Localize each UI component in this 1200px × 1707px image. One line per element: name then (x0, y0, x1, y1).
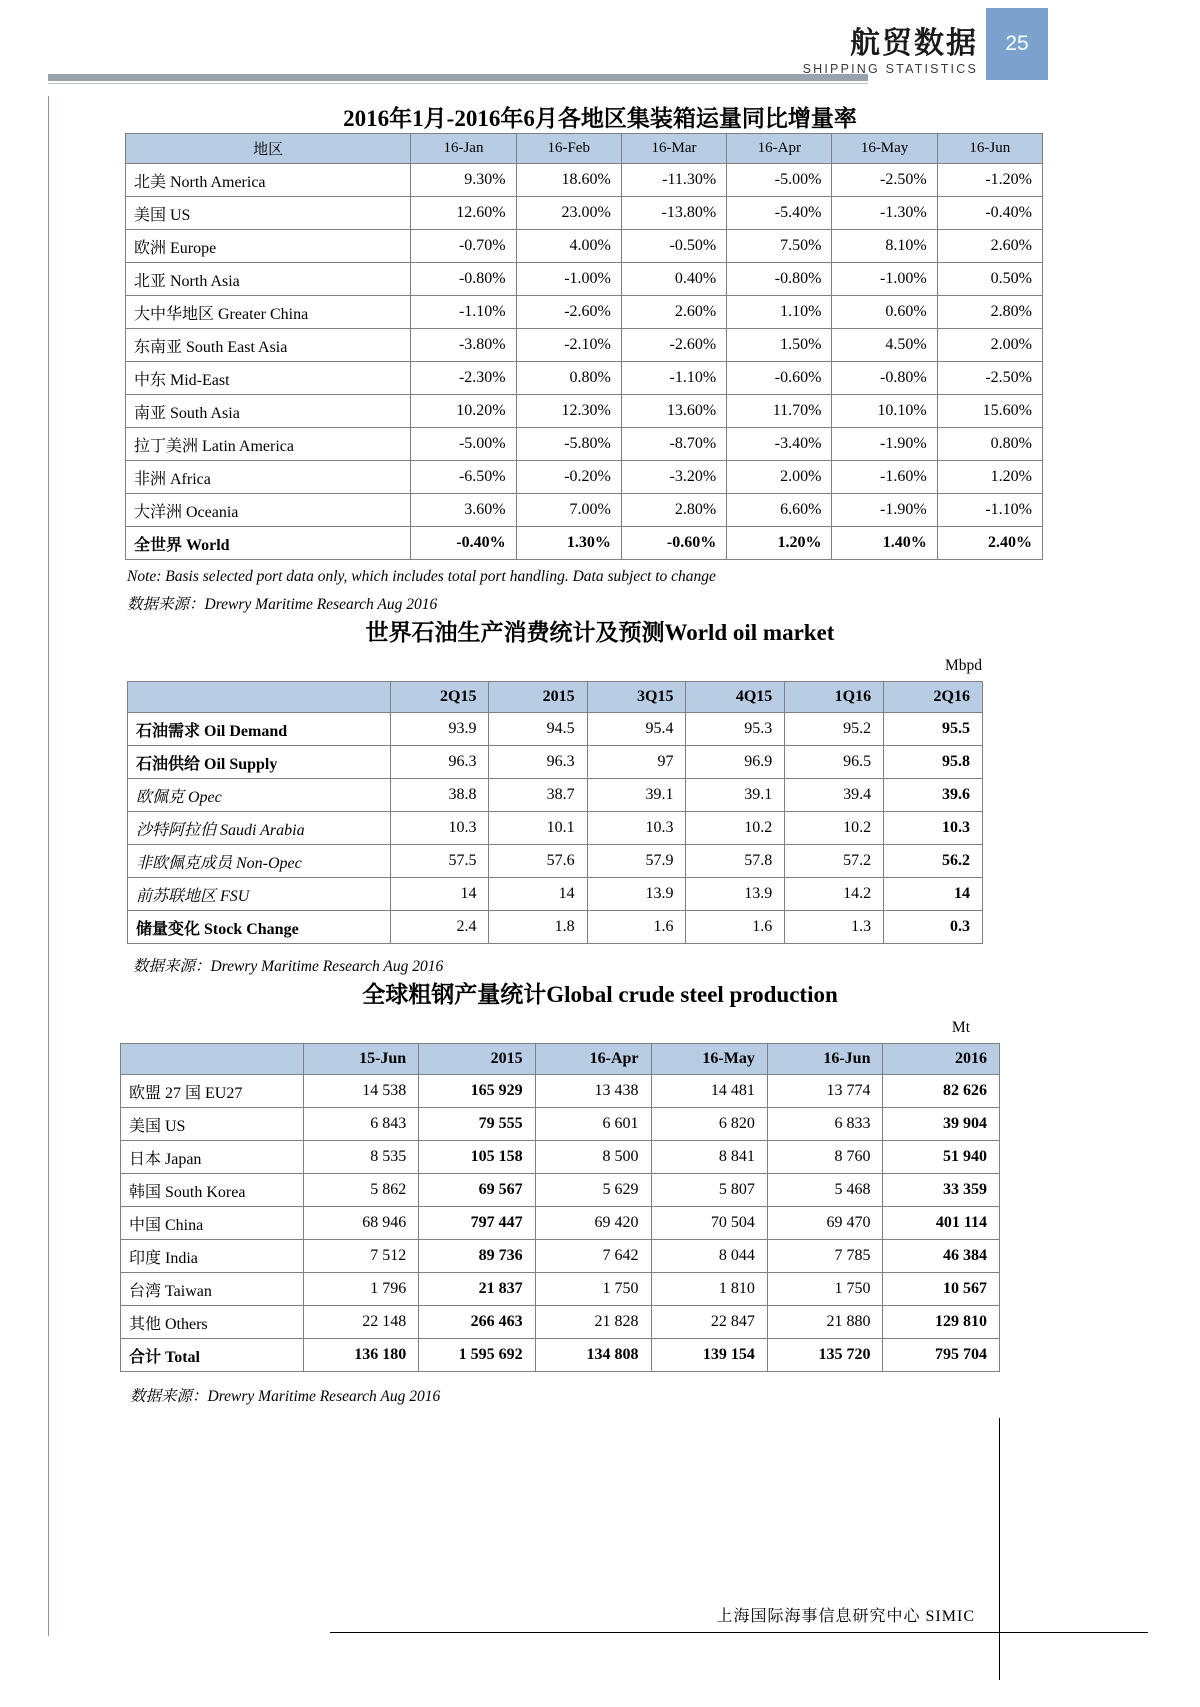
cell-value: 1.6 (686, 911, 785, 944)
col-header-region: 地区 (126, 134, 411, 164)
cell-value: 95.8 (884, 746, 983, 779)
col-header-4q15: 4Q15 (686, 682, 785, 713)
cell-value: 8 044 (651, 1240, 767, 1273)
cell-region: 北美 North America (126, 164, 411, 197)
table-row (128, 812, 983, 845)
cell-value: -1.90% (832, 494, 937, 527)
cell-value: 57.6 (489, 845, 587, 878)
table-row (128, 746, 983, 779)
cell-region: 大中华地区 Greater China (126, 296, 411, 329)
cell-value: 7 785 (767, 1240, 883, 1273)
cell-value: 1.20% (727, 527, 832, 560)
footer-divider (330, 1632, 1148, 1633)
cell-value: -0.60% (621, 527, 726, 560)
table-body (128, 713, 983, 944)
table-row (128, 713, 983, 746)
cell-label: 日本 Japan (121, 1141, 304, 1174)
cell-region: 欧洲 Europe (126, 230, 411, 263)
cell-region: 北亚 North Asia (126, 263, 411, 296)
cell-value: 2.80% (937, 296, 1042, 329)
cell-value: 1.50% (727, 329, 832, 362)
cell-value: 2.40% (937, 527, 1042, 560)
cell-value: -0.50% (621, 230, 726, 263)
cell-value: 10.2 (785, 812, 884, 845)
table-row (128, 878, 983, 911)
section-title-steel: 全球粗钢产量统计Global crude steel production (362, 982, 838, 1007)
table-container-throughput (125, 133, 1043, 560)
cell-value: 0.3 (884, 911, 983, 944)
cell-value: -13.80% (621, 197, 726, 230)
cell-value: 6 843 (303, 1108, 419, 1141)
cell-value: 11.70% (727, 395, 832, 428)
cell-value: -1.10% (621, 362, 726, 395)
cell-value: 1.6 (587, 911, 686, 944)
cell-value: 266 463 (419, 1306, 535, 1339)
cell-value: 10.20% (411, 395, 516, 428)
table-row (126, 362, 1043, 395)
cell-value: 1 810 (651, 1273, 767, 1306)
header-title-cn: 航贸数据 (850, 26, 978, 61)
col-header-16may: 16-May (651, 1044, 767, 1075)
cell-value: -1.10% (937, 494, 1042, 527)
table-note-container: Note: Basis selected port data only, which includes total port handling. Data subject to change (127, 568, 716, 585)
cell-value: 96.9 (686, 746, 785, 779)
cell-region: 非洲 Africa (126, 461, 411, 494)
cell-value: -2.60% (516, 296, 621, 329)
cell-value: 14 (884, 878, 983, 911)
cell-value: 14 481 (651, 1075, 767, 1108)
cell-value: 3.60% (411, 494, 516, 527)
table-source-oil: 数据来源：Drewry Maritime Research Aug 2016 (133, 958, 444, 975)
cell-value: 39.4 (785, 779, 884, 812)
cell-value: -0.80% (411, 263, 516, 296)
cell-value: 129 810 (883, 1306, 1000, 1339)
cell-value: -1.00% (832, 263, 937, 296)
cell-value: 39 904 (883, 1108, 1000, 1141)
cell-value: 10 567 (883, 1273, 1000, 1306)
cell-value: 2.80% (621, 494, 726, 527)
cell-value: 5 862 (303, 1174, 419, 1207)
cell-value: 6 833 (767, 1108, 883, 1141)
cell-value: 134 808 (535, 1339, 651, 1372)
cell-value: 13 438 (535, 1075, 651, 1108)
cell-value: 136 180 (303, 1339, 419, 1372)
cell-value: 8 535 (303, 1141, 419, 1174)
cell-value: 95.2 (785, 713, 884, 746)
cell-label: 印度 India (121, 1240, 304, 1273)
cell-value: 10.3 (587, 812, 686, 845)
table-row (126, 197, 1043, 230)
cell-label: 欧盟 27 国 EU27 (121, 1075, 304, 1108)
cell-value: 9.30% (411, 164, 516, 197)
cell-value: 10.10% (832, 395, 937, 428)
cell-value: 96.3 (390, 746, 489, 779)
cell-region: 南亚 South Asia (126, 395, 411, 428)
cell-value: 2.00% (937, 329, 1042, 362)
cell-value: -2.60% (621, 329, 726, 362)
cell-region: 全世界 World (126, 527, 411, 560)
cell-label: 储量变化 Stock Change (128, 911, 391, 944)
cell-value: 10.3 (884, 812, 983, 845)
cell-label: 台湾 Taiwan (121, 1273, 304, 1306)
table-row (126, 296, 1043, 329)
cell-region: 美国 US (126, 197, 411, 230)
table-oil-wrapper (127, 681, 983, 944)
cell-region: 大洋洲 Oceania (126, 494, 411, 527)
cell-value: 10.2 (686, 812, 785, 845)
cell-value: 38.8 (390, 779, 489, 812)
cell-value: 14 538 (303, 1075, 419, 1108)
table-row (121, 1108, 1000, 1141)
table-header (128, 682, 983, 713)
cell-value: -5.40% (727, 197, 832, 230)
col-header-2016: 2016 (883, 1044, 1000, 1075)
cell-value: 93.9 (390, 713, 489, 746)
cell-label: 沙特阿拉伯 Saudi Arabia (128, 812, 391, 845)
table-row (121, 1141, 1000, 1174)
col-header-3q15: 3Q15 (587, 682, 686, 713)
cell-label: 石油需求 Oil Demand (128, 713, 391, 746)
cell-value: 795 704 (883, 1339, 1000, 1372)
cell-value: -1.00% (516, 263, 621, 296)
cell-value: 39.1 (686, 779, 785, 812)
header-divider-thick (48, 74, 868, 81)
page-footer (0, 1595, 1200, 1655)
cell-value: -1.10% (411, 296, 516, 329)
cell-value: 13.9 (587, 878, 686, 911)
header-title-en: SHIPPING STATISTICS (802, 62, 978, 76)
table-row (126, 494, 1043, 527)
cell-value: -1.30% (832, 197, 937, 230)
table-row (126, 164, 1043, 197)
cell-value: 51 940 (883, 1141, 1000, 1174)
cell-value: 4.00% (516, 230, 621, 263)
cell-value: 13.9 (686, 878, 785, 911)
cell-value: -6.50% (411, 461, 516, 494)
cell-value: 2.4 (390, 911, 489, 944)
cell-value: 79 555 (419, 1108, 535, 1141)
cell-value: 57.5 (390, 845, 489, 878)
table-header-row (121, 1044, 1000, 1075)
col-header-16may: 16-May (832, 134, 937, 164)
cell-value: -2.30% (411, 362, 516, 395)
cell-value: 5 629 (535, 1174, 651, 1207)
table-world-oil-market (127, 681, 983, 944)
cell-value: 8 760 (767, 1141, 883, 1174)
table-row (128, 779, 983, 812)
cell-value: 57.8 (686, 845, 785, 878)
col-header-16jan: 16-Jan (411, 134, 516, 164)
cell-value: 1.3 (785, 911, 884, 944)
cell-value: 10.1 (489, 812, 587, 845)
cell-value: 22 148 (303, 1306, 419, 1339)
table-header-row (126, 134, 1043, 164)
unit-label-oil: Mbpd (944, 657, 982, 674)
cell-value: -2.50% (832, 164, 937, 197)
col-header-2q16: 2Q16 (884, 682, 983, 713)
cell-value: 0.60% (832, 296, 937, 329)
cell-value: -5.00% (411, 428, 516, 461)
cell-value: 57.2 (785, 845, 884, 878)
cell-value: -11.30% (621, 164, 726, 197)
cell-value: 12.60% (411, 197, 516, 230)
cell-label: 非欧佩克成员 Non-Opec (128, 845, 391, 878)
cell-value: 2.00% (727, 461, 832, 494)
table-row (121, 1273, 1000, 1306)
cell-value: 69 420 (535, 1207, 651, 1240)
col-header-16mar: 16-Mar (621, 134, 726, 164)
cell-value: 5 807 (651, 1174, 767, 1207)
cell-value: 95.4 (587, 713, 686, 746)
cell-value: 7 642 (535, 1240, 651, 1273)
cell-label: 前苏联地区 FSU (128, 878, 391, 911)
cell-value: -3.80% (411, 329, 516, 362)
cell-value: 39.1 (587, 779, 686, 812)
table-header (126, 134, 1043, 164)
cell-value: 6 601 (535, 1108, 651, 1141)
cell-value: 21 880 (767, 1306, 883, 1339)
cell-value: -5.80% (516, 428, 621, 461)
cell-value: 94.5 (489, 713, 587, 746)
cell-label: 石油供给 Oil Supply (128, 746, 391, 779)
table-row (121, 1075, 1000, 1108)
section-title-container: 2016年1月-2016年6月各地区集装箱运量同比增量率 (343, 106, 857, 131)
cell-value: -2.50% (937, 362, 1042, 395)
document-content (0, 100, 1200, 1406)
cell-label: 其他 Others (121, 1306, 304, 1339)
cell-value: 15.60% (937, 395, 1042, 428)
col-header-16apr: 16-Apr (535, 1044, 651, 1075)
col-header-2015: 2015 (419, 1044, 535, 1075)
cell-value: -0.40% (937, 197, 1042, 230)
cell-region: 中东 Mid-East (126, 362, 411, 395)
cell-value: 38.7 (489, 779, 587, 812)
cell-value: 0.50% (937, 263, 1042, 296)
cell-value: 0.80% (516, 362, 621, 395)
col-header-2q15: 2Q15 (390, 682, 489, 713)
cell-value: 96.3 (489, 746, 587, 779)
cell-value: 96.5 (785, 746, 884, 779)
cell-value: 1 595 692 (419, 1339, 535, 1372)
cell-value: 8.10% (832, 230, 937, 263)
cell-value: 1.8 (489, 911, 587, 944)
cell-value: -1.60% (832, 461, 937, 494)
table-row (126, 230, 1043, 263)
table-row (121, 1339, 1000, 1372)
cell-value: 797 447 (419, 1207, 535, 1240)
cell-value: 105 158 (419, 1141, 535, 1174)
cell-value: 13 774 (767, 1075, 883, 1108)
cell-value: 23.00% (516, 197, 621, 230)
cell-value: 46 384 (883, 1240, 1000, 1273)
cell-value: -5.00% (727, 164, 832, 197)
cell-label: 欧佩克 Opec (128, 779, 391, 812)
table-container-throughput-wrapper (125, 133, 1043, 560)
cell-value: -3.40% (727, 428, 832, 461)
table-row (126, 329, 1043, 362)
cell-value: 135 720 (767, 1339, 883, 1372)
table-global-crude-steel (120, 1043, 1000, 1372)
cell-value: 1.10% (727, 296, 832, 329)
col-header-16jun: 16-Jun (937, 134, 1042, 164)
cell-value: -0.80% (727, 263, 832, 296)
cell-value: -1.90% (832, 428, 937, 461)
cell-value: 165 929 (419, 1075, 535, 1108)
col-header-steel-blank (121, 1044, 304, 1075)
unit-label-steel: Mt (951, 1019, 970, 1036)
cell-value: 139 154 (651, 1339, 767, 1372)
cell-value: -0.80% (832, 362, 937, 395)
cell-value: 95.5 (884, 713, 983, 746)
cell-region: 东南亚 South East Asia (126, 329, 411, 362)
cell-value: 68 946 (303, 1207, 419, 1240)
cell-value: 18.60% (516, 164, 621, 197)
cell-value: 1.40% (832, 527, 937, 560)
table-row (121, 1207, 1000, 1240)
cell-value: 21 828 (535, 1306, 651, 1339)
page-header (0, 0, 1200, 96)
cell-value: 70 504 (651, 1207, 767, 1240)
cell-value: 6.60% (727, 494, 832, 527)
cell-value: 95.3 (686, 713, 785, 746)
table-header (121, 1044, 1000, 1075)
cell-value: 22 847 (651, 1306, 767, 1339)
cell-value: 57.9 (587, 845, 686, 878)
cell-value: 0.40% (621, 263, 726, 296)
cell-value: 14 (390, 878, 489, 911)
cell-value: 97 (587, 746, 686, 779)
cell-value: 2.60% (621, 296, 726, 329)
table-row (126, 263, 1043, 296)
cell-value: -0.40% (411, 527, 516, 560)
cell-value: 7.50% (727, 230, 832, 263)
cell-value: 10.3 (390, 812, 489, 845)
cell-value: 1.20% (937, 461, 1042, 494)
table-steel-wrapper (120, 1043, 1000, 1372)
table-row (126, 461, 1043, 494)
table-source-container: 数据来源：Drewry Maritime Research Aug 2016 (127, 596, 438, 613)
cell-value: 14 (489, 878, 587, 911)
col-header-16jun: 16-Jun (767, 1044, 883, 1075)
cell-value: -0.20% (516, 461, 621, 494)
table-row (128, 911, 983, 944)
cell-value: 39.6 (884, 779, 983, 812)
cell-value: 12.30% (516, 395, 621, 428)
cell-value: 0.80% (937, 428, 1042, 461)
cell-value: -0.60% (727, 362, 832, 395)
table-row (126, 395, 1043, 428)
page-number-badge: 25 (986, 8, 1048, 80)
col-header-2015: 2015 (489, 682, 587, 713)
cell-value: 1 796 (303, 1273, 419, 1306)
cell-label: 韩国 South Korea (121, 1174, 304, 1207)
cell-value: 82 626 (883, 1075, 1000, 1108)
cell-value: 69 567 (419, 1174, 535, 1207)
table-body (121, 1075, 1000, 1372)
table-row (121, 1174, 1000, 1207)
cell-value: 89 736 (419, 1240, 535, 1273)
cell-label: 中国 China (121, 1207, 304, 1240)
cell-value: 7 512 (303, 1240, 419, 1273)
cell-value: 1.30% (516, 527, 621, 560)
cell-value: 21 837 (419, 1273, 535, 1306)
cell-value: -1.20% (937, 164, 1042, 197)
table-row (126, 527, 1043, 560)
cell-value: 1 750 (767, 1273, 883, 1306)
cell-value: -3.20% (621, 461, 726, 494)
cell-value: 33 359 (883, 1174, 1000, 1207)
cell-value: 6 820 (651, 1108, 767, 1141)
cell-value: -8.70% (621, 428, 726, 461)
cell-label: 美国 US (121, 1108, 304, 1141)
cell-value: 7.00% (516, 494, 621, 527)
col-header-1q16: 1Q16 (785, 682, 884, 713)
cell-value: 56.2 (884, 845, 983, 878)
cell-value: 4.50% (832, 329, 937, 362)
cell-value: 8 500 (535, 1141, 651, 1174)
cell-value: 13.60% (621, 395, 726, 428)
cell-value: -2.10% (516, 329, 621, 362)
cell-label: 合计 Total (121, 1339, 304, 1372)
cell-value: 69 470 (767, 1207, 883, 1240)
col-header-16apr: 16-Apr (727, 134, 832, 164)
table-source-steel: 数据来源：Drewry Maritime Research Aug 2016 (130, 1388, 441, 1405)
col-header-15jun: 15-Jun (303, 1044, 419, 1075)
cell-value: -0.70% (411, 230, 516, 263)
table-row (126, 428, 1043, 461)
cell-value: 14.2 (785, 878, 884, 911)
col-header-oil-blank (128, 682, 391, 713)
cell-value: 8 841 (651, 1141, 767, 1174)
table-row (128, 845, 983, 878)
cell-value: 1 750 (535, 1273, 651, 1306)
table-header-row (128, 682, 983, 713)
cell-value: 401 114 (883, 1207, 1000, 1240)
table-row (121, 1240, 1000, 1273)
table-body (126, 164, 1043, 560)
cell-region: 拉丁美洲 Latin America (126, 428, 411, 461)
table-row (121, 1306, 1000, 1339)
cell-value: 2.60% (937, 230, 1042, 263)
section-title-oil: 世界石油生产消费统计及预测World oil market (365, 620, 835, 645)
header-divider-thin (48, 83, 868, 84)
footer-organization: 上海国际海事信息研究中心 SIMIC (716, 1608, 975, 1625)
col-header-16feb: 16-Feb (516, 134, 621, 164)
cell-value: 5 468 (767, 1174, 883, 1207)
